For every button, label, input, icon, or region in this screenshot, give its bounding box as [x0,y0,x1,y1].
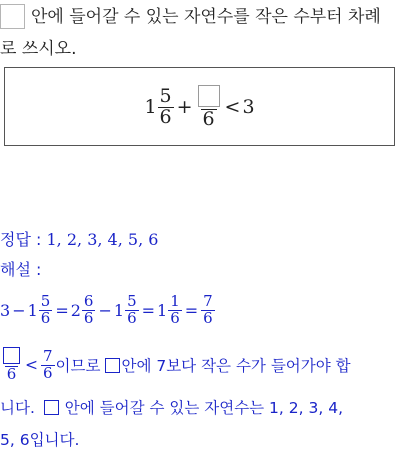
equals-sign: = [55,300,69,320]
denominator: 6 [127,308,137,327]
explanation-equation-1 [0,290,216,330]
inequality-expression [5,78,394,136]
equals-sign: = [184,300,199,320]
denominator: 6 [203,308,213,327]
fraction [82,291,96,327]
explanation-line-3 [0,397,343,419]
blank-numerator-box [3,347,20,364]
numerator: 7 [203,291,213,310]
fraction [201,291,215,327]
rhs-number: 3 [242,96,255,118]
question-text-1: 안에 들어갈 수 있는 자연수를 작은 수부터 차례 [31,7,381,27]
denominator: 6 [83,308,94,327]
numerator: 7 [43,346,53,365]
explanation-line-4: 5, 6입니다. [0,431,80,449]
explanation-label: 해설 [0,260,31,279]
fraction-blank-over-six [1,347,22,383]
explanation-line-2 [0,344,351,386]
equals-sign: = [141,300,156,320]
answer-values: 1, 2, 3, 4, 5, 6 [46,230,159,249]
fraction [168,291,182,327]
less-than-sign: < [224,96,241,118]
minus-sign: − [98,300,112,320]
denominator: 6 [43,363,53,382]
question-line-2: 로 쓰시오. [0,39,77,59]
whole-number: 1 [113,300,125,320]
whole-number: 1 [157,300,168,320]
numerator: 6 [83,291,94,310]
question-line-1 [0,4,381,29]
whole-number: 1 [144,96,157,118]
denominator: 6 [6,365,17,384]
answer-colon: : [36,230,42,249]
explanation-text: 이므로 [55,357,101,375]
blank-box-icon [44,400,59,415]
numerator: 5 [40,291,51,310]
explanation-colon: : [36,260,42,279]
explanation-text: 안에 7보다 작은 수가 들어가야 합 [121,357,351,375]
numerator: 5 [159,84,172,107]
term-three: 3 [0,300,11,320]
whole-number: 1 [27,300,38,320]
explanation-label-line [0,260,41,280]
denominator: 6 [202,107,215,130]
blank-box-icon [105,358,120,373]
answer-line [0,230,158,250]
explanation-text: 니다. [0,399,35,417]
denominator: 6 [159,105,172,128]
less-than-sign: < [25,356,38,374]
expression-frame [4,67,395,146]
blank-box-icon [0,4,25,29]
plus-sign: + [176,96,193,118]
explanation-text: 안에 들어갈 수 있는 자연수는 1, 2, 3, 4, [64,399,343,417]
minus-sign: − [12,300,26,320]
fraction-blank-over-six [196,85,222,130]
numerator: 5 [127,291,137,310]
blank-numerator-box [198,85,220,107]
fraction [125,291,139,327]
denominator: 6 [40,308,51,327]
fraction-seven-sixths [41,346,55,382]
numerator: 1 [170,291,180,310]
fraction [39,291,53,327]
denominator: 6 [170,308,180,327]
whole-number: 2 [70,300,81,320]
answer-label: 정답 [0,230,31,249]
fraction-five-sixths [158,84,174,128]
